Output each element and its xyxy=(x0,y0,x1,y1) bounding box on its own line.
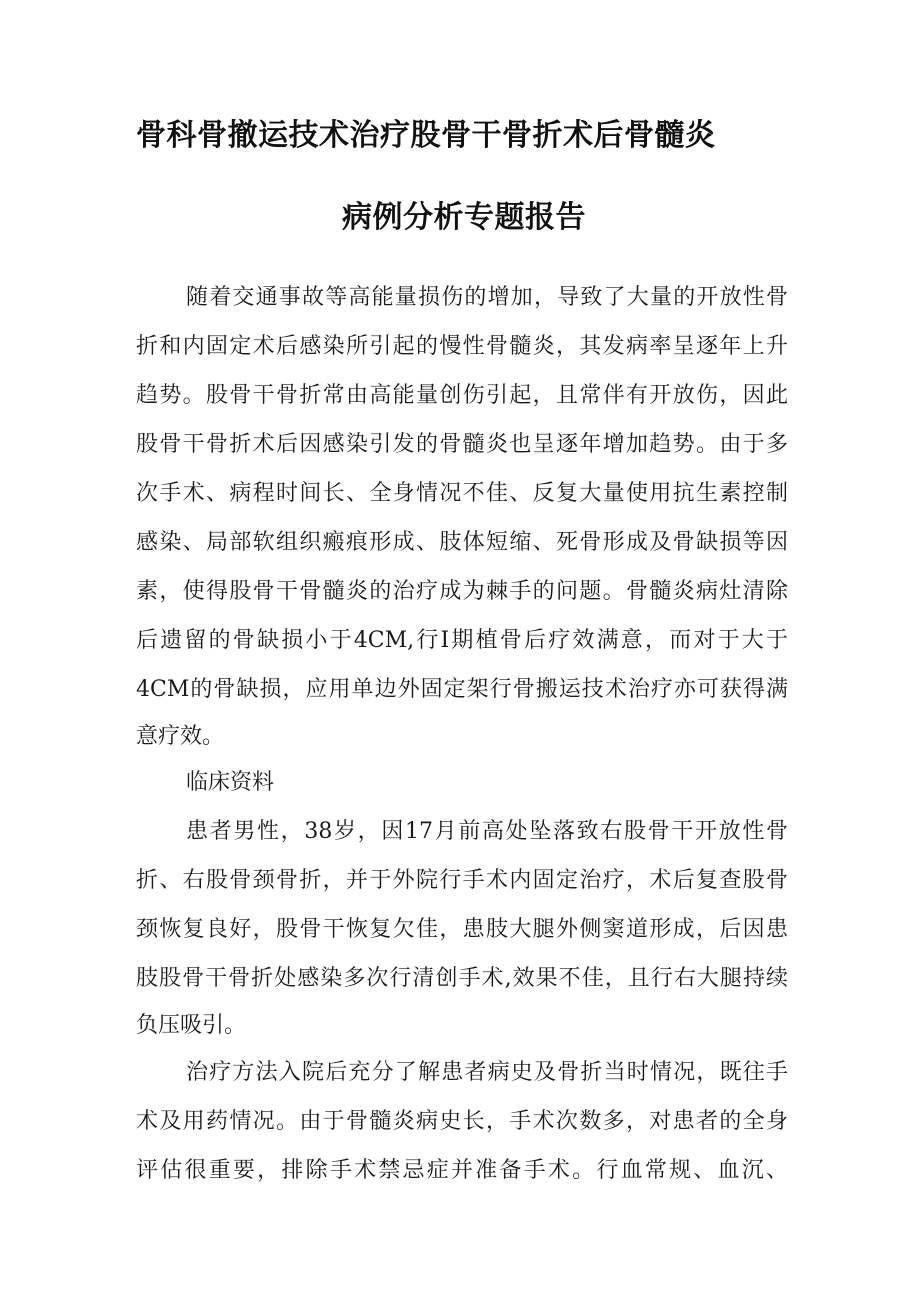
paragraph-1-line: 感染、局部软组织瘢痕形成、肢体短缩、死骨形成及骨缺损等因 xyxy=(136,530,788,555)
paragraph-3-line: 评估很重要，排除手术禁忌症并准备手术。行血常规、血沉、 xyxy=(136,1158,788,1183)
paragraph-1-line: 趋势。股骨干骨折常由高能量创伤引起，且常伴有开放伤，因此 xyxy=(136,383,788,408)
paragraph-1-line: 随着交通事故等高能量损伤的增加，导致了大量的开放性骨 xyxy=(186,285,788,310)
paragraph-2-line: 颈恢复良好，股骨干恢复欠佳，患肢大腿外侧窦道形成，后因患 xyxy=(136,917,788,942)
paragraph-1-line: 次手术、病程时间长、全身情况不佳、反复大量使用抗生素控制 xyxy=(136,481,788,506)
paragraph-1-line: 素，使得股骨干骨髓炎的治疗成为棘手的问题。骨髓炎病灶清除 xyxy=(136,579,788,604)
paragraph-2-line: 负压吸引。 xyxy=(136,1013,247,1038)
paragraph-3-line: 术及用药情况。由于骨髓炎病史长，手术次数多，对患者的全身 xyxy=(136,1109,788,1134)
document-title-line-2: 病例分析专题报告 xyxy=(342,200,586,235)
paragraph-1-line: 意疗效。 xyxy=(136,724,225,749)
paragraph-2-line: 患者男性，38岁，因17月前高处坠落致右股骨干开放性骨 xyxy=(186,819,788,844)
paragraph-2-line: 肢股骨干骨折处感染多次行清创手术,效果不佳，且行右大腿持续 xyxy=(136,966,788,991)
paragraph-1-line: 4CM的骨缺损，应用单边外固定架行骨搬运技术治疗亦可获得满 xyxy=(136,677,788,702)
section-heading: 临床资料 xyxy=(186,770,275,795)
paragraph-1-line: 后遗留的骨缺损小于4CM,行Ⅰ期植骨后疗效满意，而对于大于 xyxy=(136,628,788,653)
paragraph-3-line: 治疗方法入院后充分了解患者病史及骨折当时情况，既往手 xyxy=(186,1060,788,1085)
paragraph-1-line: 股骨干骨折术后因感染引发的骨髓炎也呈逐年增加趋势。由于多 xyxy=(136,432,788,457)
paragraph-2-line: 折、右股骨颈骨折，并于外院行手术内固定治疗，术后复查股骨 xyxy=(136,868,788,893)
document-title-line-1: 骨科骨撤运技术治疗股骨干骨折术后骨髓炎 xyxy=(136,118,716,153)
paragraph-1-line: 折和内固定术后感染所引起的慢性骨髓炎，其发病率呈逐年上升 xyxy=(136,334,788,359)
